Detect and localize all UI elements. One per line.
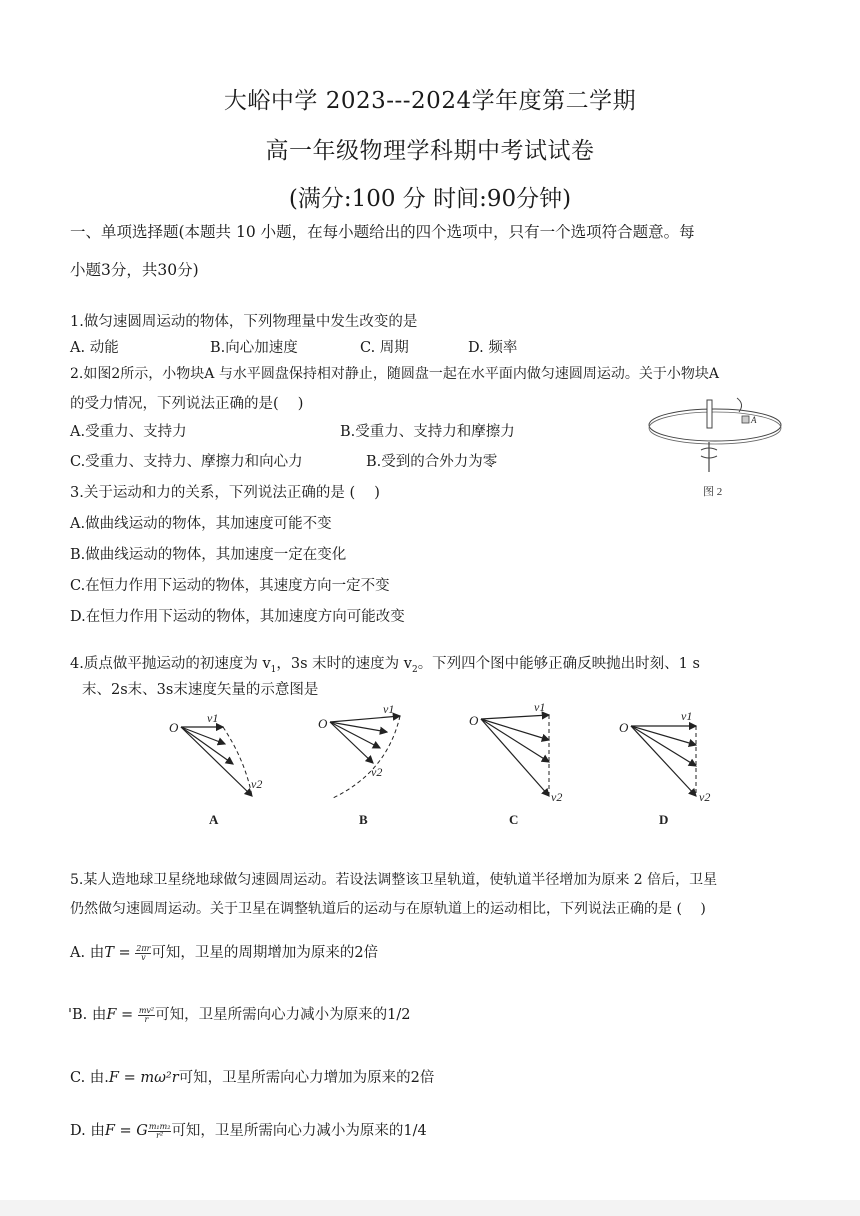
q1-option-a: A. 动能 [70, 340, 119, 356]
q5-option-b-fraction: $\frac{\text{mv²}}{r}$ [138, 1005, 155, 1024]
section-heading-line1: 一、单项选择题(本题共 10 小题，在每小题给出的四个选项中，只有一个选项符合题意。每 [70, 223, 695, 241]
diagram-c [469, 700, 562, 827]
diagram-d-origin-label: O [619, 720, 629, 735]
diagram-d-v2-label: v2 [699, 790, 711, 804]
q5-option-b: 'B. 由F = $\frac{\text{mv²}}{r}$ 可知，卫星所需向心力减小为原来的1/2 [68, 1005, 411, 1024]
q2-option-a: A.受重力、支持力 [70, 424, 187, 440]
diagram-c-origin-label: O [469, 713, 479, 728]
section-heading-line2: 小题3分，共30分) [70, 261, 199, 279]
exam-score-time: (满分:100 分 时间:90分钟) [288, 186, 572, 212]
q2-stem-line1: 2.如图2所示，小物块A 与水平圆盘保持相对静止，随圆盘一起在水平面内做匀速圆周运动。关于小物块A [70, 366, 719, 382]
diagram-b-origin-label: O [318, 716, 328, 731]
school-term-title: 大峪中学 2023---2024学年度第二学期 [223, 88, 637, 114]
q2-option-b: B.受重力、支持力和摩擦力 [340, 424, 515, 440]
diagram-b-v2-label: v2 [371, 765, 383, 779]
q5-stem-line2: 仍然做匀速圆周运动。关于卫星在调整轨道后的运动与在原轨道上的运动相比，下列说法正确的是 ( ) [70, 901, 706, 917]
q3-option-d: D.在恒力作用下运动的物体，其加速度方向可能改变 [70, 609, 405, 625]
q1-option-c: C. 周期 [360, 340, 409, 356]
q5-option-a-fraction: $\frac{2\pi r}{v}$ [136, 943, 151, 962]
q2-option-c: C.受重力、支持力、摩擦力和向心力 [70, 454, 303, 470]
q5-stem-line1: 5.某人造地球卫星绕地球做匀速圆周运动。若设法调整该卫星轨道，使轨道半径增加为原来 2 倍后，卫星 [70, 872, 718, 888]
diagram-b-v1-label: v1 [383, 702, 395, 716]
diagram-d [619, 709, 710, 827]
diagram-c-v2-label: v2 [551, 790, 563, 804]
q5-option-c: C. 由.F = mω²r可知，卫星所需向心力增加为原来的2倍 [70, 1070, 435, 1086]
exam-title: 高一年级物理学科期中考试试卷 [265, 138, 595, 164]
diagram-a-label: A [209, 812, 219, 827]
diagram-a-v1-label: v1 [207, 711, 219, 725]
q5-option-a: A. 由T = $\frac{2\pi r}{v}$ 可知，卫星的周期增加为原来的2倍 [70, 943, 379, 962]
velocity-vector-diagrams [155, 700, 755, 835]
diagram-a-origin-label: O [169, 720, 179, 735]
q3-stem: 3.关于运动和力的关系，下列说法正确的是 ( ) [70, 485, 380, 501]
rotating-disc-figure [645, 390, 795, 502]
diagram-c-label: C [509, 812, 519, 827]
page-bottom-edge [0, 1200, 860, 1216]
q1-stem: 1.做匀速圆周运动的物体，下列物理量中发生改变的是 [70, 314, 418, 330]
figure-2-caption: 图 2 [703, 486, 723, 498]
q5-option-d-fraction: $\frac{\text{m₁m₂}}{\text{r²}}$ [148, 1121, 171, 1140]
diagram-c-v1-label: v1 [534, 700, 546, 714]
disc-block-label: A [751, 415, 757, 425]
q3-option-a: A.做曲线运动的物体，其加速度可能不变 [70, 516, 332, 532]
diagram-d-label: D [659, 812, 669, 827]
diagram-d-v1-label: v1 [681, 709, 693, 723]
q5-option-d: D. 由F = G $\frac{\text{m₁m₂}}{\text{r²}}$ 可知，卫星所需向心力减小为原来的1/4 [70, 1121, 427, 1140]
q1-option-d: D. 频率 [468, 340, 518, 356]
q4-stem-line2: 末、2s末、3s末速度矢量的示意图是 [82, 682, 319, 698]
diagram-a-v2-label: v2 [251, 777, 263, 791]
diagram-b-label: B [359, 812, 368, 827]
q2-stem-line2: 的受力情况，下列说法正确的是( ) [70, 396, 304, 412]
diagram-b [318, 702, 400, 827]
q3-option-b: B.做曲线运动的物体，其加速度一定在变化 [70, 547, 347, 563]
q2-option-d: B.受到的合外力为零 [366, 454, 498, 470]
q4-stem-line1: 4.质点做平抛运动的初速度为 $v_1$，3s 末时的速度为 $v_2$。下列四个图中能够正确反映抛出时刻、1 s [70, 656, 700, 675]
diagram-a [169, 711, 262, 827]
q3-option-c: C.在恒力作用下运动的物体，其速度方向一定不变 [70, 578, 390, 594]
q1-option-b: B.向心加速度 [210, 340, 298, 356]
